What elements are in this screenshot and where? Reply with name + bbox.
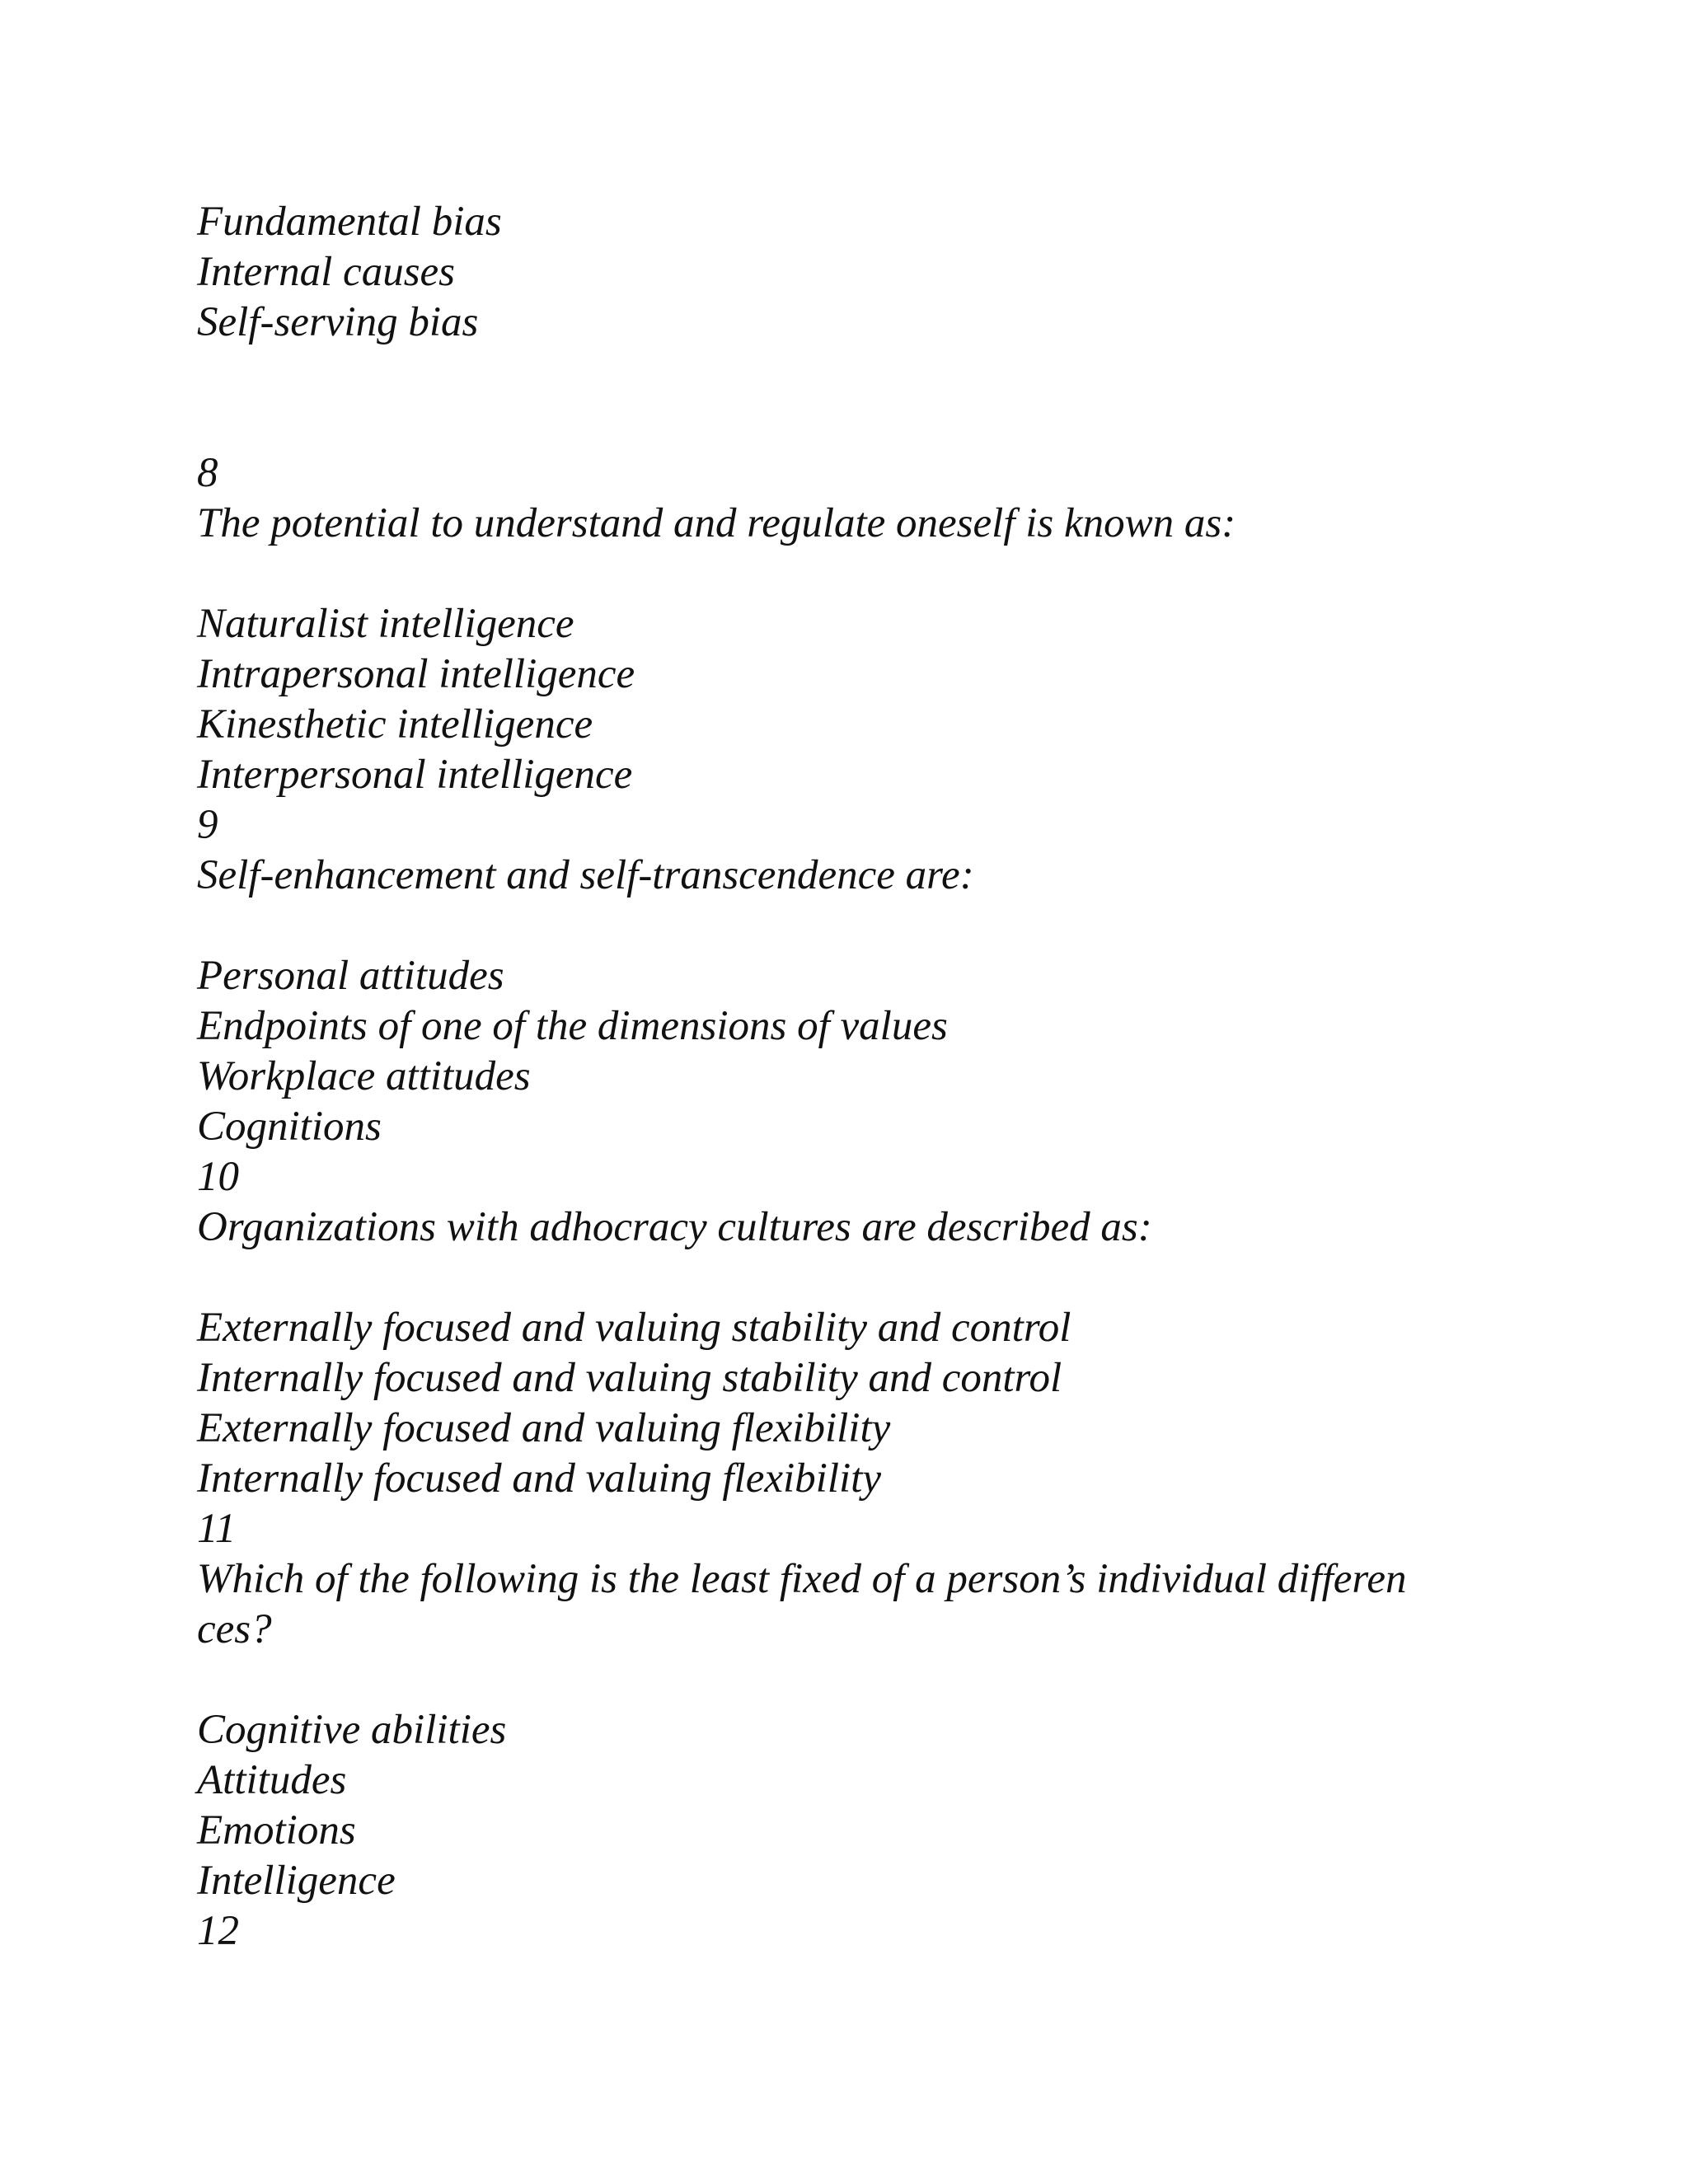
answer-option: Internal causes xyxy=(197,249,456,295)
answer-option: Intelligence xyxy=(197,1858,396,1904)
question-number: 9 xyxy=(197,802,218,848)
answer-option: Emotions xyxy=(197,1807,356,1854)
answer-option: Internally focused and valuing stability and control xyxy=(197,1355,1062,1401)
question-text: Organizations with adhocracy cultures are described as: xyxy=(197,1204,1152,1250)
answer-option: Externally focused and valuing stability and control xyxy=(197,1305,1071,1351)
question-number: 11 xyxy=(197,1506,237,1552)
answer-option: Naturalist intelligence xyxy=(197,601,574,647)
answer-option: Personal attitudes xyxy=(197,953,504,999)
answer-option: Self-serving bias xyxy=(197,299,479,345)
question-number: 8 xyxy=(197,450,218,496)
answer-option: Interpersonal intelligence xyxy=(197,752,633,798)
answer-option: Intrapersonal intelligence xyxy=(197,651,635,697)
question-text: ces? xyxy=(197,1606,272,1652)
answer-option: Internally focused and valuing flexibility xyxy=(197,1455,881,1502)
answer-option: Workplace attitudes xyxy=(197,1053,531,1099)
answer-option: Cognitions xyxy=(197,1104,382,1150)
question-number: 10 xyxy=(197,1154,239,1200)
question-text: The potential to understand and regulate oneself is known as: xyxy=(197,500,1236,546)
question-text: Self-enhancement and self-transcendence are: xyxy=(197,852,974,898)
answer-option: Fundamental bias xyxy=(197,199,502,245)
answer-option: Endpoints of one of the dimensions of values xyxy=(197,1003,948,1049)
answer-option: Attitudes xyxy=(197,1757,347,1803)
question-number: 12 xyxy=(197,1908,239,1954)
answer-option: Kinesthetic intelligence xyxy=(197,701,593,748)
question-text: Which of the following is the least fixed of a person’s individual differen xyxy=(197,1556,1407,1602)
answer-option: Externally focused and valuing flexibility xyxy=(197,1405,891,1451)
answer-option: Cognitive abilities xyxy=(197,1707,507,1753)
